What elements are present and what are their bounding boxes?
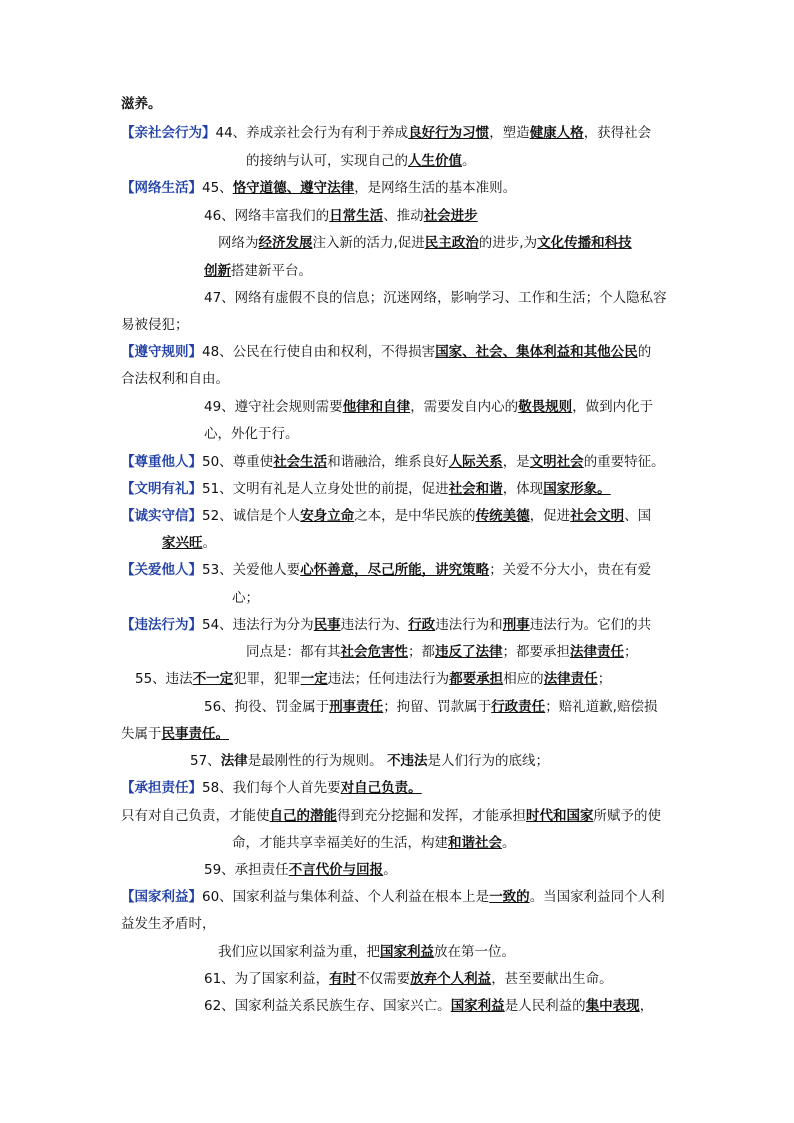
text-run: ，体现 (502, 481, 544, 497)
key-term: 恪守道德、遵守法律 (232, 180, 355, 196)
text-run: 62、国家利益关系民族生存、国家兴亡。 (204, 998, 451, 1014)
text-run: 。 (202, 535, 216, 551)
key-term: 民事 (313, 617, 341, 633)
section-tag: 【遵守规则】 (121, 344, 202, 360)
text-run: 。 (383, 862, 397, 878)
text-run: 。 (462, 153, 476, 169)
line-24 (121, 724, 229, 744)
text-run: ，是网络生活的基本准则。 (354, 180, 517, 196)
text-run: 搭建新平台。 (231, 263, 312, 279)
key-term: 行政责任 (491, 699, 546, 715)
key-term: 国家利益 (450, 998, 505, 1014)
section-tag: 【违法行为】 (121, 617, 202, 633)
text-run: 的重要特征。 (583, 454, 665, 470)
key-term: 民主政治 (424, 235, 479, 251)
section-tag: 【国家利益】 (121, 889, 202, 905)
text-run: 57、 (190, 753, 221, 769)
key-term: 时代和国家 (526, 808, 594, 824)
line-30 (121, 887, 665, 907)
text-run: 56、拘役、罚金属于 (204, 699, 330, 715)
key-term: 社会文明 (570, 508, 625, 524)
text-run: 心，外化于行。 (204, 426, 299, 442)
line-1 (121, 94, 162, 114)
text-run: 违法；任何违法行为 (327, 671, 450, 687)
line-8 (204, 288, 667, 308)
text-run: 55、违法 (135, 671, 193, 687)
text-run: ，促进 (529, 508, 571, 524)
text-run: ；都 (408, 644, 435, 660)
line-26 (121, 778, 422, 798)
key-term: 人际关系 (448, 454, 503, 470)
key-term: 人生价值 (408, 153, 462, 169)
text-run: ；拘留、罚款属于 (383, 699, 492, 715)
key-term: 文明社会 (529, 454, 584, 470)
text-run: 47、网络有虚假不良的信息；沉迷网络，影响学习、工作和生活；个人隐私容 (204, 290, 667, 306)
key-term: 集中表现 (585, 998, 640, 1014)
section-tag: 【诚实守信】 (121, 508, 202, 524)
key-term: 家兴旺 (162, 535, 203, 551)
key-term: 健康人格 (529, 125, 584, 141)
key-term: 和谐社会 (448, 835, 502, 851)
key-term: 不言代价与回报 (288, 862, 384, 878)
text-run: ，做到内化于 (572, 399, 654, 415)
key-term: 刑事责任 (329, 699, 384, 715)
text-run: 我们应以国家利益为重，把 (218, 944, 380, 960)
text-run: 是最刚性的行为规则。 (247, 753, 387, 769)
line-13 (204, 424, 299, 444)
text-run: 益发生矛盾时， (121, 916, 216, 932)
text-run: ；关爱不分大小，贵在有爱 (489, 562, 652, 578)
text-run: ，是 (502, 454, 530, 470)
text-run: 48、公民在行使自由和权利，不得损害 (202, 344, 436, 360)
line-3 (246, 151, 476, 171)
section-tag: 【亲社会行为】 (121, 125, 216, 141)
text-run: 是人民利益的 (504, 998, 586, 1014)
text-run: ， (639, 998, 654, 1014)
line-14 (121, 452, 665, 472)
line-15 (121, 479, 611, 499)
text-run: 犯罪，犯罪 (233, 671, 301, 687)
text-run: 相应的 (503, 671, 544, 687)
text-run: 同点是：都有其 (246, 644, 341, 660)
text-run: ，塑造 (489, 125, 530, 141)
text-run: 50、尊重使 (202, 454, 274, 470)
line-12 (204, 397, 653, 417)
text-run: 注入新的活力,促进 (312, 235, 425, 251)
key-term: 一定 (300, 671, 328, 687)
section-tag: 【网络生活】 (121, 180, 202, 196)
section-tag: 【承担责任】 (121, 780, 202, 796)
line-18 (121, 560, 651, 580)
text-run: 53、关爱他人要 (202, 562, 301, 578)
text-run: 49、遵守社会规则需要 (204, 399, 343, 415)
text-run: 易被侵犯； (121, 317, 189, 333)
line-28 (232, 833, 516, 853)
line-7 (204, 261, 312, 281)
text-run: 、推动 (383, 208, 424, 224)
key-term: 民事责任。 (161, 726, 229, 742)
line-5 (204, 206, 478, 226)
line-33 (204, 969, 613, 989)
section-tag: 【尊重他人】 (121, 454, 202, 470)
text-run: ，获得社会 (583, 125, 652, 141)
text-run: 45、 (202, 180, 233, 196)
line-22 (135, 669, 611, 689)
text-run: 44、养成亲社会行为有利于养成 (215, 125, 409, 141)
text-run: ，甚至要献出生命。 (491, 971, 613, 987)
key-term: 对自己负责。 (340, 780, 422, 796)
text-run: 60、国家利益与集体利益、个人利益在根本上是 (202, 889, 490, 905)
text-run: 命，才能共享幸福美好的生活，构建 (232, 835, 448, 851)
text-run: 违法行为。它们的共 (529, 617, 652, 633)
line-32 (218, 942, 515, 962)
text-run: 所赋予的使 (593, 808, 661, 824)
line-25 (190, 751, 549, 771)
line-31 (121, 914, 216, 934)
key-term: 传统美德 (475, 508, 530, 524)
key-term: 社会进步 (423, 208, 478, 224)
key-term: 刑事 (502, 617, 530, 633)
text-run: 的 (637, 344, 652, 360)
key-term: 社会和谐 (448, 481, 503, 497)
line-17 (162, 533, 216, 553)
line-19 (232, 588, 259, 608)
line-29 (204, 860, 397, 880)
section-tag: 【文明有礼】 (121, 481, 202, 497)
text-run: 。当国家利益同个人利 (529, 889, 665, 905)
bold-text: 法律 (220, 753, 248, 769)
text-run: 违法行为、 (340, 617, 409, 633)
text-run: 之本，是中华民族的 (354, 508, 476, 524)
text-run: 51、文明有礼是人立身处世的前提，促进 (202, 481, 449, 497)
text-run: 54、违法行为分为 (202, 617, 314, 633)
text-run: 合法权利和自由。 (121, 371, 229, 387)
text-run: 只有对自己负责，才能使 (121, 808, 270, 824)
text-run: ；都要承担 (502, 644, 570, 660)
key-term: 社会危害性 (340, 644, 408, 660)
line-34 (204, 996, 653, 1016)
line-4 (121, 178, 516, 198)
key-term: 社会生活 (273, 454, 328, 470)
text-run: 是人们行为的底线； (427, 753, 549, 769)
text-run: 心； (232, 590, 259, 606)
text-run: 放在第一位。 (434, 944, 515, 960)
key-term: 违反了法律 (435, 644, 503, 660)
key-term: 国家利益 (380, 944, 434, 960)
key-term: 法律责任 (570, 644, 624, 660)
bold-text: 滋养。 (121, 96, 162, 112)
bold-text: 不违法 (386, 753, 428, 769)
text-run: 61、为了国家利益， (204, 971, 330, 987)
line-16 (121, 506, 651, 526)
text-run: 52、诚信是个人 (202, 508, 301, 524)
text-run: 和谐融洽，维系良好 (327, 454, 449, 470)
line-10 (121, 342, 651, 362)
text-run: 的接纳与认可，实现自己的 (246, 153, 408, 169)
key-term: 良好行为习惯 (408, 125, 490, 141)
text-run: 失属于 (121, 726, 162, 742)
line-20 (121, 615, 651, 635)
line-2 (121, 123, 651, 143)
key-term: 放弃个人利益 (410, 971, 492, 987)
key-term: 他律和自律 (342, 399, 411, 415)
text-run: 网络为 (218, 235, 259, 251)
line-11 (121, 369, 229, 389)
key-term: 经济发展 (258, 235, 313, 251)
key-term: 都要承担 (449, 671, 504, 687)
text-run: ； (624, 644, 638, 660)
text-run: ，需要发自内心的 (410, 399, 519, 415)
line-6 (218, 233, 632, 253)
key-term: 一致的 (489, 889, 530, 905)
key-term: 国家形象。 (543, 481, 611, 497)
key-term: 自己的潜能 (269, 808, 337, 824)
text-run: 得到充分挖掘和发挥，才能承担 (337, 808, 526, 824)
key-term: 日常生活 (329, 208, 384, 224)
text-run: 58、我们每个人首先要 (202, 780, 341, 796)
key-term: 创新 (204, 263, 231, 279)
key-term: 不一定 (192, 671, 234, 687)
key-term: 敬畏规则 (518, 399, 573, 415)
text-run: ； (597, 671, 612, 687)
text-run: 不仅需要 (356, 971, 411, 987)
text-run: 违法行为和 (435, 617, 503, 633)
line-21 (246, 642, 638, 662)
line-9 (121, 315, 189, 335)
key-term: 法律责任 (543, 671, 598, 687)
text-run: 。 (502, 835, 516, 851)
line-27 (121, 806, 661, 826)
text-run: 的进步,为 (478, 235, 538, 251)
key-term: 文化传播和科技 (537, 235, 632, 251)
key-term: 有时 (329, 971, 357, 987)
text-run: 46、网络丰富我们的 (204, 208, 330, 224)
text-run: 、国 (624, 508, 652, 524)
section-tag: 【关爱他人】 (121, 562, 202, 578)
key-term: 国家、社会、集体利益和其他公民 (435, 344, 638, 360)
key-term: 安身立命 (300, 508, 355, 524)
line-23 (204, 697, 657, 717)
key-term: 心怀善意，尽己所能，讲究策略 (300, 562, 490, 578)
key-term: 行政 (408, 617, 436, 633)
text-run: ；赔礼道歉,赔偿损 (545, 699, 658, 715)
text-run: 59、承担责任 (204, 862, 289, 878)
